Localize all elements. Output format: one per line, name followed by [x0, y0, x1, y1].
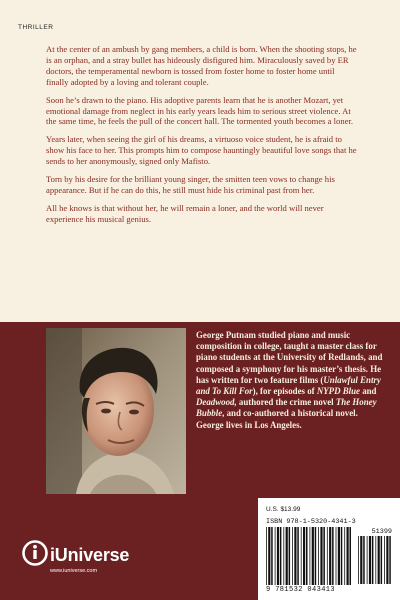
barcode-bar — [301, 527, 302, 585]
back-cover-blurb — [46, 44, 358, 232]
barcode-bar — [350, 527, 352, 585]
barcode-bar — [358, 536, 359, 584]
bio-text: authored the crime novel — [236, 397, 336, 408]
barcode-bar — [336, 527, 337, 585]
barcode-bar — [275, 527, 276, 585]
barcode-bar — [266, 527, 267, 585]
barcode-bar — [347, 527, 349, 585]
barcode-bar — [386, 536, 388, 584]
barcode-bar — [292, 527, 293, 585]
barcode-bar — [375, 536, 376, 584]
barcode-bar — [306, 527, 308, 585]
barcode-bar — [303, 527, 305, 585]
barcode-bar — [289, 527, 291, 585]
author-bio — [196, 330, 386, 431]
isbn-barcode — [266, 527, 354, 585]
bio-novel-title: The Honey Bubble — [196, 397, 377, 419]
barcode-bar — [323, 527, 325, 585]
barcode-bar — [381, 536, 383, 584]
barcode-bar — [360, 536, 362, 584]
publisher-url: www.iuniverse.com — [50, 568, 98, 574]
barcode-bar — [378, 536, 380, 584]
price-addon-label: 51399 — [371, 528, 392, 536]
barcode-bar — [329, 527, 331, 585]
author-photo — [46, 328, 186, 494]
bio-text: George Putnam studied piano and music composition in college, taught a master class for piano students at the University of Redlands, and composed a symphony for his master’s thesis. He has written for two feature films ( — [196, 330, 383, 385]
bio-film-title: Unlawful Entry and To Kill For — [196, 374, 381, 397]
blurb-paragraph: At the center of an ambush by gang members, a child is born. When the shooting stops, he is an orphan, and a stray bullet has hideously disfigured him. Miraculously saved by ER doctors, the temperamental newborn is tossed from foster home to foster home until finally adopted by a loving and tolerant couple. — [46, 44, 357, 87]
barcode-panel — [258, 498, 400, 600]
barcode-bar — [338, 527, 340, 585]
isbn-label: ISBN 978-1-5320-4341-3 — [266, 518, 356, 526]
barcode-bar — [327, 527, 328, 585]
author-portrait-image — [46, 328, 186, 494]
barcode-bar — [312, 527, 314, 585]
barcode-bar — [268, 527, 270, 585]
barcode-bar — [363, 536, 365, 584]
iuniverse-logo-icon — [22, 540, 48, 566]
barcode-bar — [283, 527, 284, 585]
barcode-bar — [344, 527, 345, 585]
barcode-bar — [341, 527, 343, 585]
blurb-paragraph: Soon he’s drawn to the piano. His adoptive parents learn that he is another Mozart, yet emotional damage from neglect in his early years leads him to serious street violence. At the same time, he feels the pull of the concert hall. The tormented youth becomes a loner. — [46, 94, 353, 127]
bio-show-title: Deadwood, — [196, 397, 237, 408]
barcode-bar — [318, 527, 319, 585]
barcode-bar — [372, 536, 374, 584]
barcode-bar — [271, 527, 273, 585]
barcode-bar — [294, 527, 296, 585]
blurb-paragraph: Years later, when seeing the girl of his dreams, a virtuoso voice student, he is afraid to show his face to her. This prompts him to compose hauntingly beautiful love songs that he sends to her anonymously, signed only Mafisto. — [46, 134, 357, 167]
barcode-bar — [369, 536, 371, 584]
addon-barcode — [358, 536, 392, 584]
genre-label: THRILLER — [18, 24, 54, 31]
barcode-bar — [315, 527, 317, 585]
barcode-bar — [286, 527, 288, 585]
bio-show-title: NYPD Blue — [316, 386, 360, 397]
bio-text: ), for episodes of — [252, 386, 317, 397]
barcode-bar — [367, 536, 368, 584]
barcode-bar — [332, 527, 334, 585]
barcode-bar — [389, 536, 391, 584]
bio-text: , and co-authored a historical novel. George lives in Los Angeles. — [196, 408, 358, 430]
price-label: U.S. $13.99 — [266, 506, 301, 513]
bio-text: and — [359, 386, 377, 397]
barcode-bar — [384, 536, 385, 584]
barcode-bar — [320, 527, 322, 585]
barcode-number: 9 781532 043413 — [266, 586, 336, 594]
publisher-name: iUniverse — [50, 545, 130, 565]
blurb-paragraph: All he knows is that without her, he will remain a loner, and the world will never experience his musical genius. — [46, 202, 324, 224]
barcode-bar — [297, 527, 299, 585]
barcode-bar — [280, 527, 282, 585]
blurb-paragraph: Torn by his desire for the brilliant young singer, the smitten teen vows to change his appearance. But if he can do this, he still must hide his criminal past from her. — [46, 174, 335, 195]
barcode-bar — [277, 527, 279, 585]
barcode-bar — [310, 527, 311, 585]
